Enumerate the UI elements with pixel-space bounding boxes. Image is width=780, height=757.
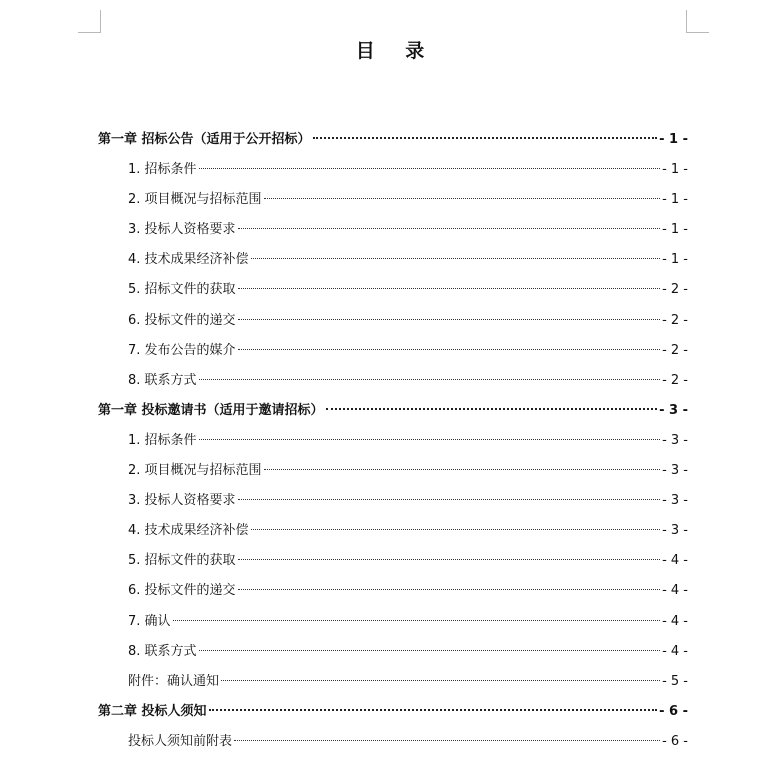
toc-page-number: - 1 -	[662, 252, 688, 268]
toc-dot-leader	[238, 589, 661, 590]
toc-dot-leader	[313, 137, 658, 139]
toc-entry-label: 7. 确认	[128, 613, 171, 629]
toc-dot-leader	[238, 349, 661, 350]
toc-dot-leader	[199, 439, 661, 440]
crop-mark-top-right	[686, 10, 709, 33]
toc-page-number: - 1 -	[662, 192, 688, 208]
toc-dot-leader	[199, 168, 661, 169]
toc-entry-label: 6. 投标文件的递交	[128, 583, 236, 599]
toc-entry-label: 第二章 投标人须知	[98, 703, 207, 719]
toc-section-entry[interactable]	[98, 336, 688, 366]
toc-page-number: - 2 -	[662, 282, 688, 298]
toc-entry-label: 第一章 招标公告（适用于公开招标）	[98, 132, 311, 147]
toc-page-number: - 4 -	[662, 643, 688, 659]
toc-section-entry[interactable]	[98, 426, 688, 456]
crop-mark-top-left	[78, 10, 101, 33]
toc-dot-leader	[264, 198, 661, 199]
toc-page-number: - 6 -	[659, 703, 688, 719]
toc-dot-leader	[199, 379, 661, 380]
toc-dot-leader	[264, 469, 661, 470]
toc-dot-leader	[173, 620, 661, 621]
toc-dot-leader	[251, 258, 661, 259]
toc-entry-label: 1. 招标条件	[128, 162, 197, 178]
page-title: 目 录	[355, 40, 437, 62]
toc-page-number: - 3 -	[662, 463, 688, 479]
toc-page-number: - 1 -	[662, 222, 688, 238]
toc-section-entry[interactable]	[98, 245, 688, 275]
toc-dot-leader	[199, 650, 661, 651]
toc-page-number: - 5 -	[662, 673, 688, 689]
toc-section-entry[interactable]	[98, 155, 688, 185]
toc-page-number: - 2 -	[662, 342, 688, 358]
toc-page-number: - 6 -	[662, 733, 688, 749]
toc-page-number: - 3 -	[662, 523, 688, 539]
toc-section-entry[interactable]	[98, 215, 688, 245]
toc-page-number: - 1 -	[659, 132, 688, 147]
toc-entry-label: 2. 项目概况与招标范围	[128, 463, 262, 479]
toc-section-entry[interactable]	[98, 275, 688, 305]
toc-page-number: - 3 -	[659, 402, 688, 418]
toc-entry-label: 5. 招标文件的获取	[128, 282, 236, 298]
toc-dot-leader	[238, 228, 661, 229]
toc-page-number: - 1 -	[662, 162, 688, 178]
toc-chapter-entry[interactable]	[98, 396, 688, 426]
toc-page-number: - 2 -	[662, 372, 688, 388]
toc-entry-label: 第一章 投标邀请书（适用于邀请招标）	[98, 402, 324, 418]
table-of-contents	[98, 125, 688, 757]
toc-entry-label: 2. 项目概况与招标范围	[128, 192, 262, 208]
toc-section-entry[interactable]	[98, 366, 688, 396]
toc-dot-leader	[238, 288, 661, 289]
toc-dot-leader	[238, 559, 661, 560]
toc-page-number: - 3 -	[662, 493, 688, 509]
toc-entry-label: 4. 技术成果经济补偿	[128, 252, 249, 268]
toc-chapter-entry[interactable]	[98, 697, 688, 727]
toc-dot-leader	[238, 319, 661, 320]
toc-entry-label: 3. 投标人资格要求	[128, 222, 236, 238]
toc-page-number: - 2 -	[662, 312, 688, 328]
toc-page-number: - 4 -	[662, 613, 688, 629]
toc-dot-leader	[238, 499, 661, 500]
toc-entry-label: 7. 发布公告的媒介	[128, 342, 236, 358]
toc-page-number: - 4 -	[662, 553, 688, 569]
toc-section-entry[interactable]	[98, 306, 688, 336]
toc-dot-leader	[251, 529, 661, 530]
toc-section-entry[interactable]	[98, 185, 688, 215]
toc-section-entry[interactable]	[98, 667, 688, 697]
toc-entry-label: 8. 联系方式	[128, 372, 197, 388]
toc-dot-leader	[221, 680, 660, 681]
toc-dot-leader	[209, 709, 658, 711]
toc-entry-label: 8. 联系方式	[128, 643, 197, 659]
toc-section-entry[interactable]	[98, 576, 688, 606]
toc-section-entry[interactable]	[98, 456, 688, 486]
toc-entry-label: 6. 投标文件的递交	[128, 312, 236, 328]
toc-section-entry[interactable]	[98, 546, 688, 576]
toc-entry-label: 附件：确认通知	[128, 673, 220, 689]
toc-entry-label: 4. 技术成果经济补偿	[128, 523, 249, 539]
toc-page-number: - 4 -	[662, 583, 688, 599]
toc-dot-leader	[326, 408, 658, 410]
toc-section-entry[interactable]	[98, 607, 688, 637]
toc-dot-leader	[234, 740, 660, 741]
toc-entry-label: 1. 招标条件	[128, 432, 197, 448]
toc-section-entry[interactable]	[98, 486, 688, 516]
toc-section-entry[interactable]	[98, 516, 688, 546]
toc-entry-label: 3. 投标人资格要求	[128, 493, 236, 509]
toc-chapter-entry[interactable]	[98, 125, 688, 155]
toc-page-number: - 3 -	[662, 432, 688, 448]
toc-section-entry[interactable]	[98, 727, 688, 757]
toc-section-entry[interactable]	[98, 637, 688, 667]
toc-entry-label: 投标人须知前附表	[128, 733, 233, 749]
toc-entry-label: 5. 招标文件的获取	[128, 553, 236, 569]
